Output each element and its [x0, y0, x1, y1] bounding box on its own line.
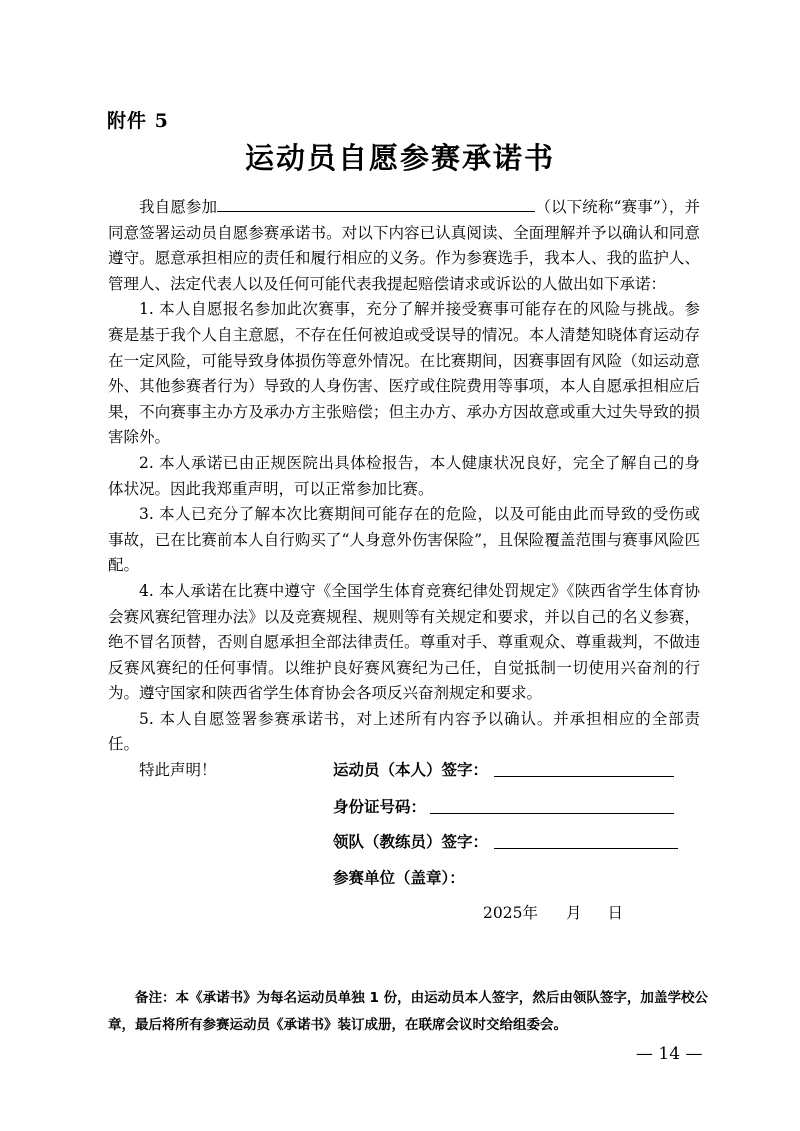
athlete-signature-label: 运动员（本人）签字： — [333, 761, 489, 779]
date-day: 日 — [607, 904, 623, 922]
clause-2: 2. 本人承诺已由正规医院出具体检报告，本人健康状况良好，完全了解自己的身体状况。因此我郑重声明，可以正常参加比赛。 — [108, 453, 700, 498]
attachment-label: 附件 5 — [107, 110, 169, 132]
team-leader-signature-label: 领队（教练员）签字： — [333, 833, 489, 851]
remarks — [108, 985, 708, 1039]
intro-lead: 我自愿参加 — [139, 198, 218, 216]
date-line — [483, 901, 623, 923]
clause-4: 4. 本人承诺在比赛中遵守《全国学生体育竞赛纪律处罚规定》《陕西省学生体育协会赛风赛纪管理办法》以及竞赛规程、规则等有关规定和要求，并以自己的名义参赛，绝不冒名顶替，否则自愿承担全部法律责任。尊重对手、尊重观众、尊重裁判，不做违反赛风赛纪的任何事情。以维护良好赛风赛纪为己任，自觉抵制一切使用兴奋剂的行为。遵守国家和陕西省学生体育协会各项反兴奋剂规定和要求。 — [108, 581, 700, 703]
intro-tail: （以下统称“赛事”） — [535, 198, 669, 216]
clause-3: 3. 本人已充分了解本次比赛期间可能存在的危险，以及可能由此而导致的受伤或事故，已在比赛前本人自行购买了“人身意外伤害保险”，且保险覆盖范围与赛事风险匹配。 — [108, 505, 700, 575]
team-leader-signature-line[interactable] — [494, 848, 678, 849]
date-month: 月 — [565, 904, 582, 922]
document-title: 运动员自愿参赛承诺书 — [244, 141, 555, 175]
intro-paragraph — [108, 193, 700, 297]
remarks-text: 备注：本《承诺书》为每名运动员单独 1 份，由运动员本人签字，然后由领队签字，加盖学校公章，最后将所有参赛运动员《承诺书》装订成册，在联席会议时交给组委会。 — [108, 990, 708, 1033]
document-body — [108, 193, 700, 784]
clause-1: 1. 本人自愿报名参加此次赛事，充分了解并接受赛事可能存在的风险与挑战。参赛是基于我个人自主意愿，不存在任何被迫或受误导的情况。本人清楚知晓体育运动存在一定风险，可能导致身体损伤等意外情况。在比赛期间，因赛事固有风险（如运动意外、其他参赛者行为）导致的人身伤害、医疗或住院费用等事项，本人自愿承担相应后果，不向赛事主办方及承办方主张赔偿；但主办方、承办方因故意或重大过失导致的损害除外。 — [108, 300, 700, 447]
intro-rest: ，并同意签署运动员自愿参赛承诺书。对以下内容已认真阅读、全面理解并予以确认和同意遵守。愿意承担相应的责任和履行相应的义务。作为参赛选手，我本人、我的监护人、管理人、法定代表人以及任何可能代表我提起赔偿请求或诉讼的人做出如下承诺： — [108, 198, 700, 293]
date-year: 2025年 — [483, 904, 538, 922]
clause-5: 5. 本人自愿签署参赛承诺书，对上述所有内容予以确认。并承担相应的全部责任。 — [108, 709, 700, 754]
athlete-signature-line[interactable] — [494, 776, 674, 777]
unit-seal-label: 参赛单位（盖章）： — [333, 869, 465, 887]
page-number: — 14 — — [636, 1044, 703, 1064]
id-number-label: 身份证号码： — [333, 798, 427, 816]
id-number-line[interactable] — [430, 813, 674, 814]
event-name-blank[interactable] — [217, 193, 535, 212]
declaration: 特此声明！ — [139, 761, 217, 780]
